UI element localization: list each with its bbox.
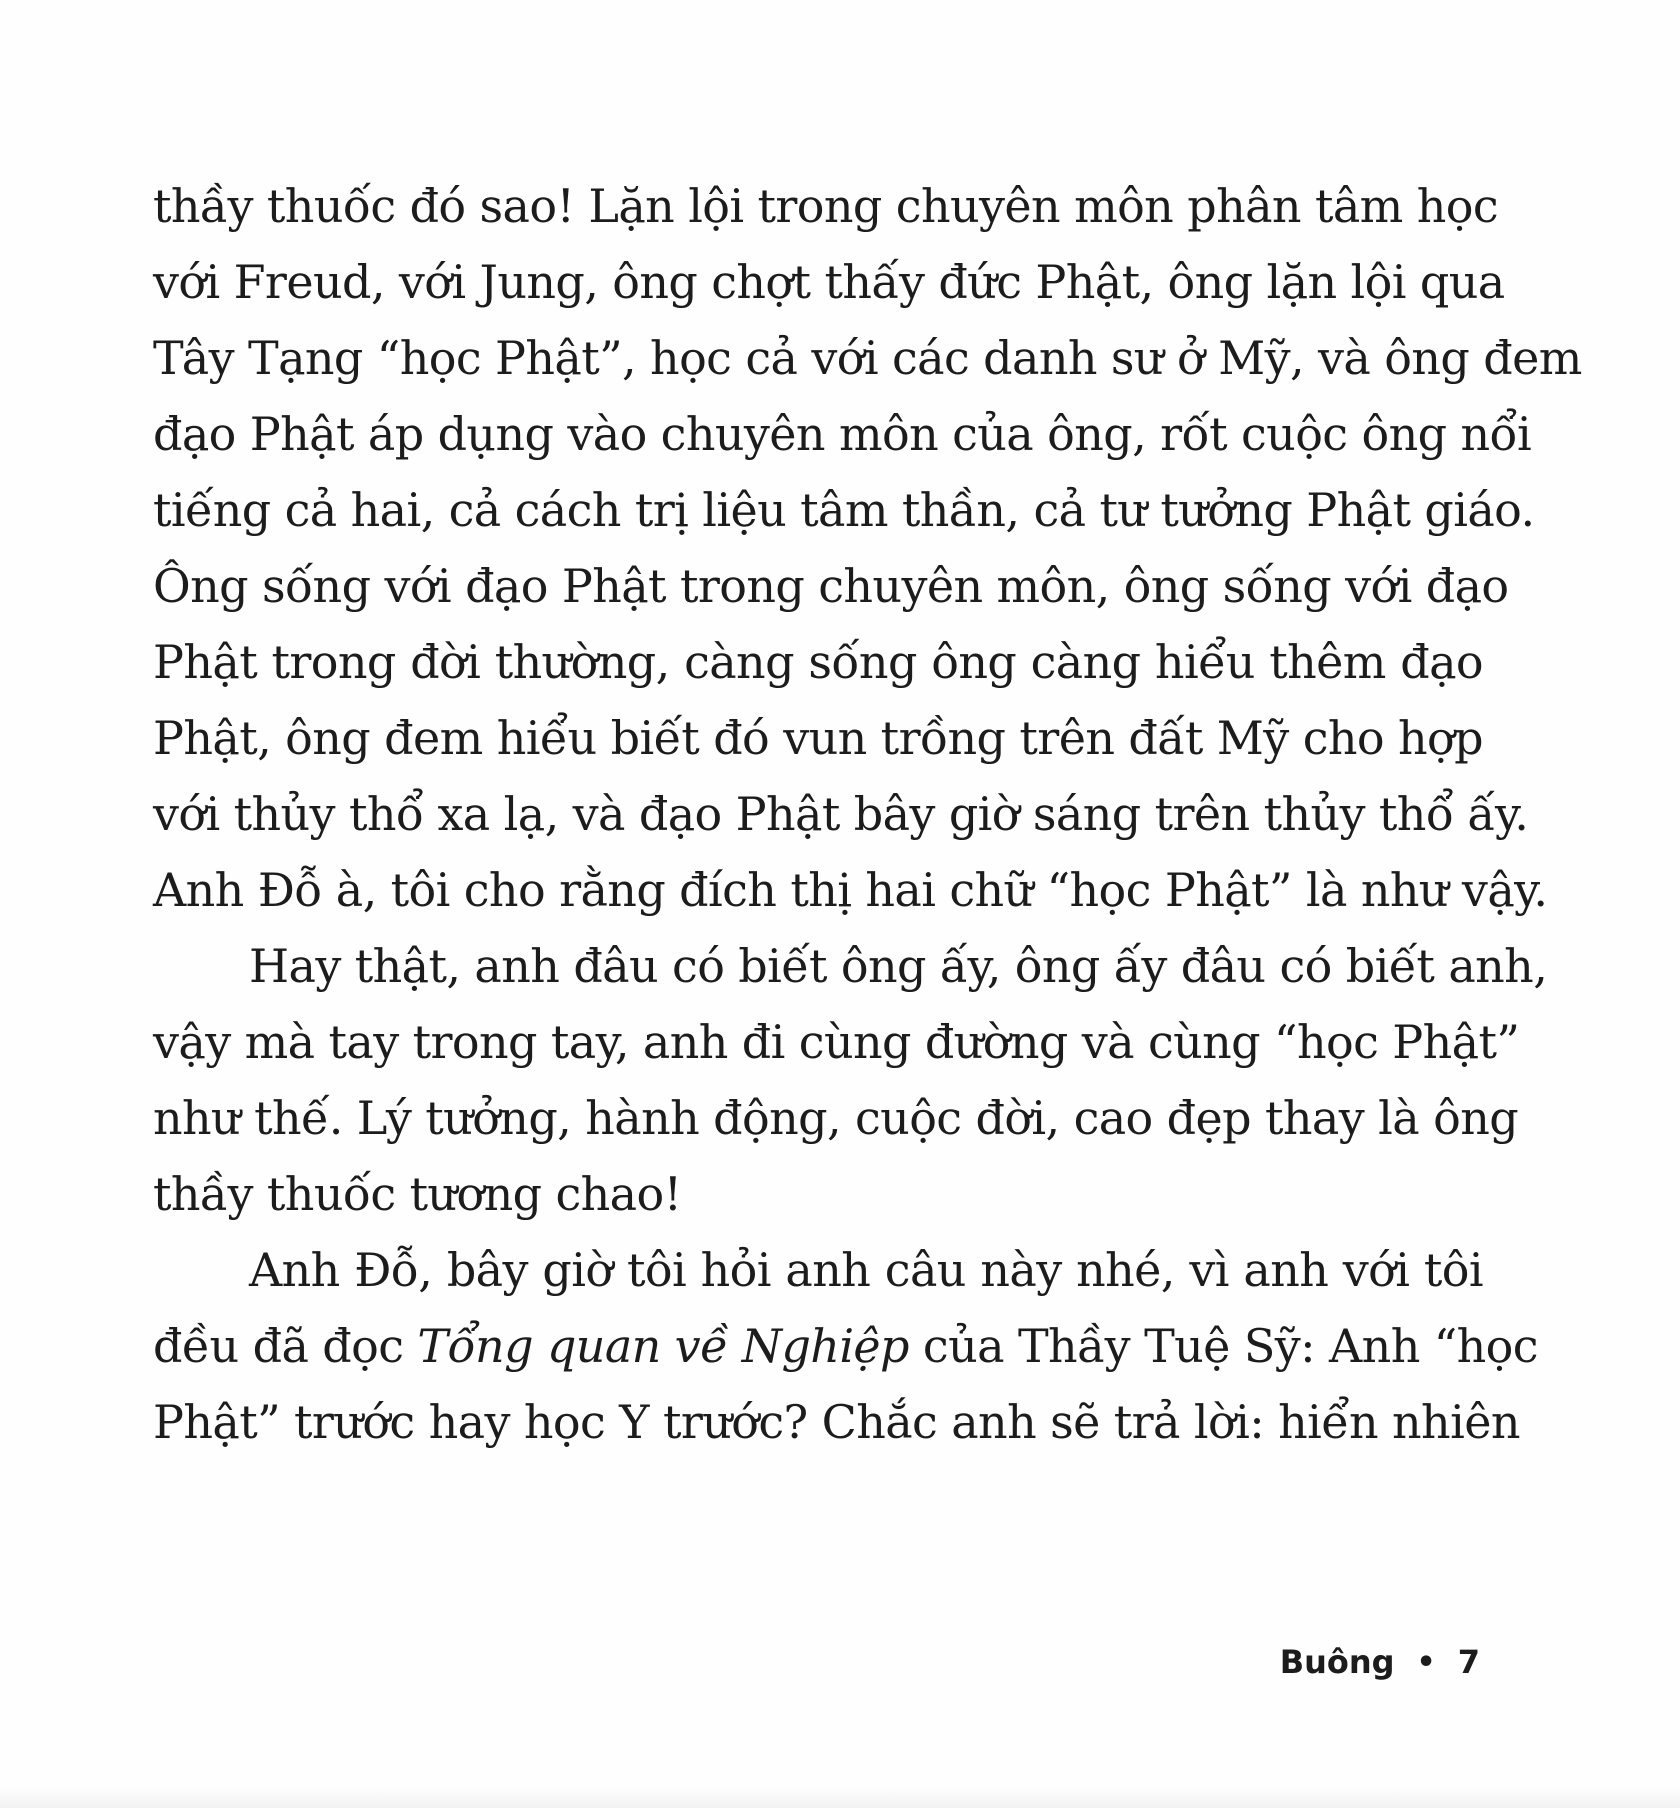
text-line: như thế. Lý tưởng, hành động, cuộc đời, cao đẹp thay là ông [153,1091,1519,1145]
text-line [153,1308,1538,1384]
page-edge-shadow [0,1786,1680,1808]
text-line: với thủy thổ xa lạ, và đạo Phật bây giờ sáng trên thủy thổ ấy. [153,787,1529,841]
text-line: Phật, ông đem hiểu biết đó vun trồng trên đất Mỹ cho hợp [153,711,1483,765]
text-line: Tây Tạng “học Phật”, học cả với các danh sư ở Mỹ, và ông đem [153,331,1582,385]
text-line: vậy mà tay trong tay, anh đi cùng đường và cùng “học Phật” [153,1015,1520,1069]
text-line: đạo Phật áp dụng vào chuyên môn của ông, rốt cuộc ông nổi [153,407,1532,461]
separator-dot: • [1416,1644,1436,1680]
text-line: Anh Đỗ à, tôi cho rằng đích thị hai chữ “học Phật” là như vậy. [153,863,1548,917]
book-title-italic: Tổng quan về Nghiệp [417,1319,909,1373]
page-footer [1270,1632,1480,1692]
text-line: Phật” trước hay học Y trước? Chắc anh sẽ trả lời: hiển nhiên [153,1395,1520,1449]
running-title: Buông [1279,1643,1395,1681]
text-line: thầy thuốc tương chao! [153,1167,682,1221]
text-line: thầy thuốc đó sao! Lặn lội trong chuyên môn phân tâm học [153,179,1499,233]
text-line: Ông sống với đạo Phật trong chuyên môn, ông sống với đạo [153,559,1509,613]
page-number: 7 [1457,1643,1480,1681]
text-line: với Freud, với Jung, ông chợt thấy đức Phật, ông lặn lội qua [153,255,1505,309]
text-segment: của Thầy Tuệ Sỹ: Anh “học [908,1319,1538,1373]
text-line: Anh Đỗ, bây giờ tôi hỏi anh câu này nhé, vì anh với tôi [249,1243,1483,1297]
text-segment: đều đã đọc [153,1319,418,1373]
body-text [153,168,1582,1460]
text-line: Phật trong đời thường, càng sống ông càng hiểu thêm đạo [153,635,1483,689]
text-line: tiếng cả hai, cả cách trị liệu tâm thần, cả tư tưởng Phật giáo. [153,483,1535,537]
text-line: Hay thật, anh đâu có biết ông ấy, ông ấy đâu có biết anh, [249,939,1548,993]
